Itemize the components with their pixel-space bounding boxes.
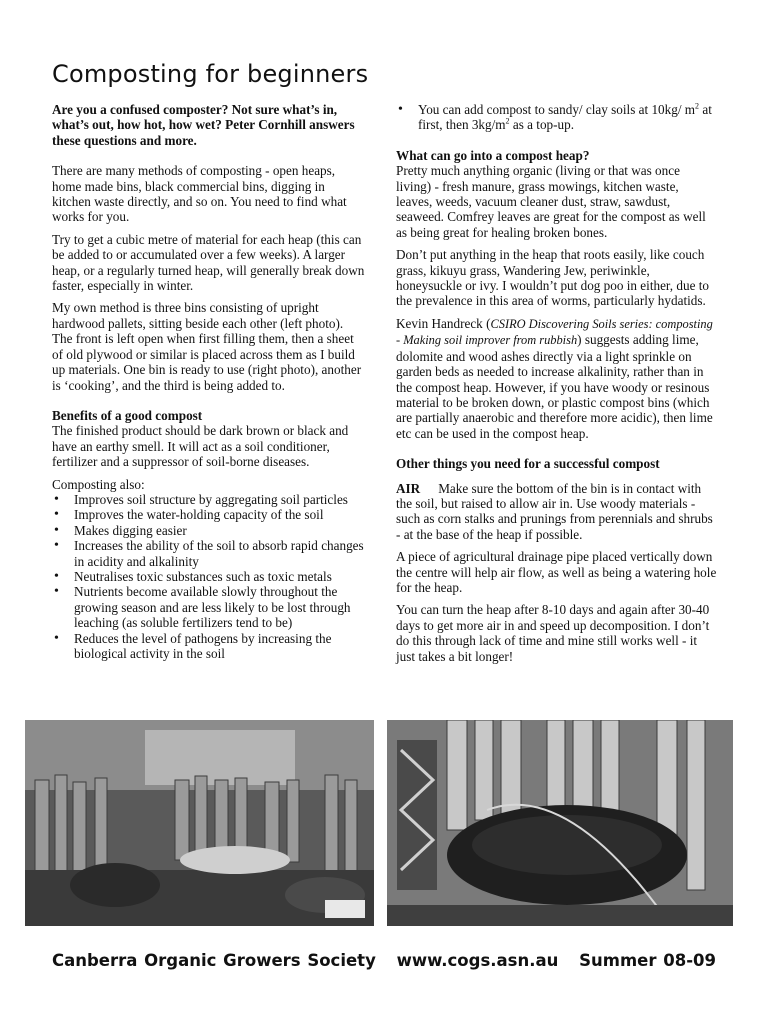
air-text: Make sure the bottom of the bin is in contact with the soil, but raised to allow air in. Use woody materials - such as corn stalks and prunings from perennials and shrubs - at the base of the heap if possible. [396,480,713,542]
drainage-pipe-paragraph: A piece of agricultural drainage pipe placed vertically down the centre will help air flow, as well as being a watering hole for the heap. [396,549,717,595]
superscript: 2 [505,117,510,127]
superscript: 2 [695,101,700,111]
benefits-text: The finished product should be dark brown or black and have an earthy smell. It will act as a soil conditioner, fertilizer and a suppressor of soil-borne diseases. [52,423,349,470]
footer-organisation: Canberra Organic Growers Society [52,951,376,970]
benefits-section [52,408,366,470]
footer [0,951,768,970]
left-column [52,102,366,668]
other-things-heading-text: Other things you need for a successful compost [396,456,660,472]
footer-issue: Summer 08-09 [579,951,716,970]
book-citation: CSIRO Discovering Soils series: composting - Making soil improver from rubbish [396,316,713,348]
rate-text-1: You can add compost to sandy/ clay soils at 10kg/ m [418,102,696,117]
own-method-paragraph: My own method is three bins consisting of upright hardwood pallets, sitting beside each other (left photo). The front is left open when first filling them, then a sheet of old plywood or similar is placed across them as I build up materials. One bin is ready to use (right photo), another is ‘cooking’, and the third is being added to. [52,300,362,393]
handreck-text-1: Kevin Handreck ( [396,315,491,331]
compost-bins-image [25,720,374,926]
compost-bins-photo [25,720,374,926]
list-item: • Improves the water-holding capacity of the soil [52,507,366,522]
list-item: • Improves soil structure by aggregating soil particles [52,492,366,507]
other-things-heading [396,456,718,471]
application-rate-list [396,102,718,133]
benefits-list [52,492,366,661]
list-item: • Makes digging easier [52,523,366,538]
what-goes-in-section [396,148,718,240]
what-goes-in-text: Pretty much anything organic (living or that was once living) - fresh manure, grass mowings, kitchen waste, leaves, weeds, vacuum cleaner dust, straw, sawdust, seaweed. Comfrey leaves are great for the compost as well as being great for healing broken bones. [396,163,706,240]
what-goes-in-heading: What can go into a compost heap? [396,147,590,163]
list-item: • Nutrients become available slowly throughout the growing season and are less likely to be lost through leaching (as soluble fertilizers tend to be) [52,584,366,630]
handreck-text-2: ) suggests adding lime, dolomite and wood ashes directly via a light sprinkle on garden beds as needed to increase alkalinity, rather than in the compost heap. However, if you have woody or resinous material to be broken down, or plastic compost bins (which are partially anaerobic and therefore more acidic), then lime etc can be used in the compost heap. [396,332,713,441]
methods-paragraph: There are many methods of composting - open heaps, home made bins, black commercial bins, digging in kitchen waste directly, and so on. You need to find what works for you. [52,163,347,225]
rate-text-3: as a top-up. [509,117,575,133]
rate-text-2: at first, then 3kg/m [418,102,712,133]
page-title: Composting for beginners [52,60,369,88]
intro-paragraph: Are you a confused composter? Not sure what’s in, what’s out, how hot, how wet? Peter Cornhill answers these questions and more. [52,102,355,148]
finished-compost-image [387,720,733,926]
list-item [396,102,718,133]
list-item: • Neutralises toxic substances such as toxic metals [52,569,366,584]
handreck-paragraph [396,316,718,441]
turn-heap-paragraph: You can turn the heap after 8-10 days and again after 30-40 days to get more air in and speed up decomposition. I don’t do this through lack of time and mine still works well - it just takes a bit longer! [396,602,710,664]
list-item: • Reduces the level of pathogens by increasing the biological activity in the soil [52,631,366,662]
cubic-metre-paragraph: Try to get a cubic metre of material for each heap (this can be added to or accumulated over a few weeks). A larger heap, or a regularly turned heap, will generally break down faster, especially in winter. [52,231,365,294]
air-label: AIR [396,480,421,496]
finished-compost-photo [387,720,733,926]
composting-also-label: Composting also: [52,476,145,492]
right-column [396,102,718,671]
list-item: • Increases the ability of the soil to absorb rapid changes in acidity and alkalinity [52,538,366,569]
footer-website: www.cogs.asn.au [396,951,559,970]
dont-put-paragraph: Don’t put anything in the heap that roots easily, like couch grass, kikuyu grass, Wandering Jew, periwinkle, honeysuckle or ivy. I wouldn’t put dog poo in either, due to the prevalence in this area of worms, particularly hydatids. [396,247,709,309]
air-paragraph [396,481,718,543]
benefits-heading: Benefits of a good compost [52,407,203,423]
